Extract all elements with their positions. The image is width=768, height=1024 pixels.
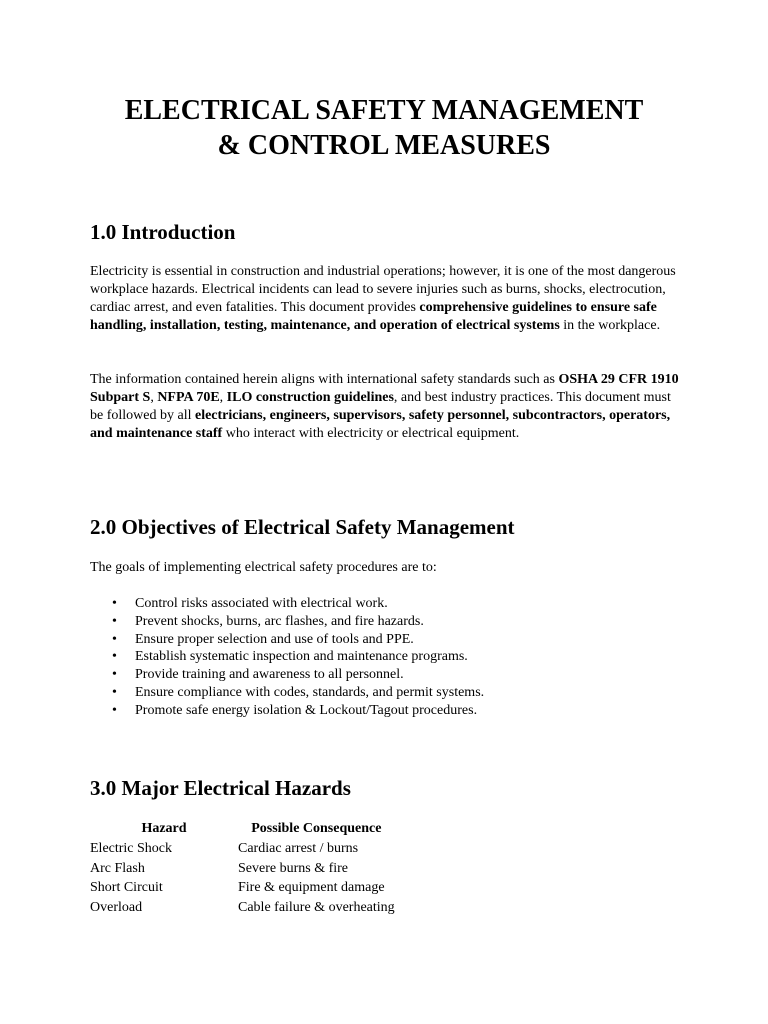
list-item <box>90 702 680 720</box>
list-item-text: Prevent shocks, burns, arc flashes, and fire hazards. <box>135 613 424 629</box>
bullet-icon: • <box>112 596 117 611</box>
table-row <box>90 878 395 898</box>
list-item-text: Control risks associated with electrical work. <box>135 596 388 611</box>
standard-nfpa: NFPA 70E <box>157 390 220 405</box>
list-item-text: Ensure proper selection and use of tools and PPE. <box>135 631 414 647</box>
text-run: in the workplace. <box>559 318 661 333</box>
list-item <box>90 595 680 613</box>
text-run: who interact with electricity or electrical equipment. <box>222 426 520 441</box>
list-item <box>90 666 680 684</box>
hazard-cell: Electric Shock <box>90 840 173 856</box>
standard-ilo: ILO construction guidelines <box>226 390 394 405</box>
list-item-text: Ensure compliance with codes, standards, and permit systems. <box>135 684 485 700</box>
consequence-cell: Severe burns & fire <box>238 860 349 876</box>
bold-text-run: comprehensive guidelines to ensure safe handling, installation, testing, maintenance, and operation of electrical systems <box>90 300 657 333</box>
list-item-text: Provide training and awareness to all personnel. <box>135 667 404 683</box>
bullet-icon: • <box>112 613 117 629</box>
list-item-text: Promote safe energy isolation & Lockout/Tagout procedures. <box>135 702 478 718</box>
list-item <box>90 613 680 631</box>
bullet-icon: • <box>112 631 117 647</box>
column-header-hazard: Hazard <box>141 821 187 836</box>
list-item <box>90 631 680 649</box>
bullet-icon: • <box>112 684 117 700</box>
intro-paragraph-2 <box>90 371 680 443</box>
section-heading-introduction: 1.0 Introduction <box>90 220 236 244</box>
table-row <box>90 859 395 879</box>
title-line-1: ELECTRICAL SAFETY MANAGEMENT <box>124 95 644 126</box>
hazards-table <box>90 819 395 918</box>
bullet-icon: • <box>112 649 117 665</box>
column-header-consequence: Possible Consequence <box>251 821 382 836</box>
table-row <box>90 839 395 859</box>
hazard-cell: Overload <box>90 900 143 916</box>
objectives-lead: The goals of implementing electrical safety procedures are to: <box>90 560 437 575</box>
title-line-2: & CONTROL MEASURES <box>217 130 551 161</box>
consequence-cell: Fire & equipment damage <box>238 880 385 896</box>
consequence-cell: Cardiac arrest / burns <box>238 840 359 856</box>
hazard-cell: Short Circuit <box>90 880 163 896</box>
table-header-row <box>90 819 395 839</box>
list-item-text: Establish systematic inspection and maintenance programs. <box>135 649 468 665</box>
objectives-list <box>90 595 680 720</box>
section-heading-objectives: 2.0 Objectives of Electrical Safety Management <box>90 515 515 539</box>
section-heading-hazards: 3.0 Major Electrical Hazards <box>90 776 351 800</box>
intro-paragraph-1 <box>90 263 680 335</box>
text-run: , <box>219 390 227 405</box>
text-run: , <box>150 390 158 405</box>
bullet-icon: • <box>112 702 117 718</box>
consequence-cell: Cable failure & overheating <box>238 900 395 916</box>
text-run: Electricity is essential in construction and industrial operations; however, it is one of the most dangerous workplace hazards. Electrical incidents can lead to severe injuries such as burns, shocks, electrocution, cardiac arrest, and even fatalities. This document provides <box>90 264 676 315</box>
text-run: , and best industry practices. This document must be followed by all <box>90 390 671 423</box>
list-item <box>90 684 680 702</box>
hazard-cell: Arc Flash <box>90 860 145 876</box>
bullet-icon: • <box>112 667 117 683</box>
standard-osha: OSHA 29 CFR 1910 Subpart S <box>90 372 679 405</box>
table-row <box>90 898 395 918</box>
list-item <box>90 648 680 666</box>
personnel-list: electricians, engineers, supervisors, safety personnel, subcontractors, operators, and maintenance staff <box>90 408 671 441</box>
document-title <box>90 93 678 163</box>
text-run: The information contained herein aligns with international safety standards such as <box>90 372 559 387</box>
